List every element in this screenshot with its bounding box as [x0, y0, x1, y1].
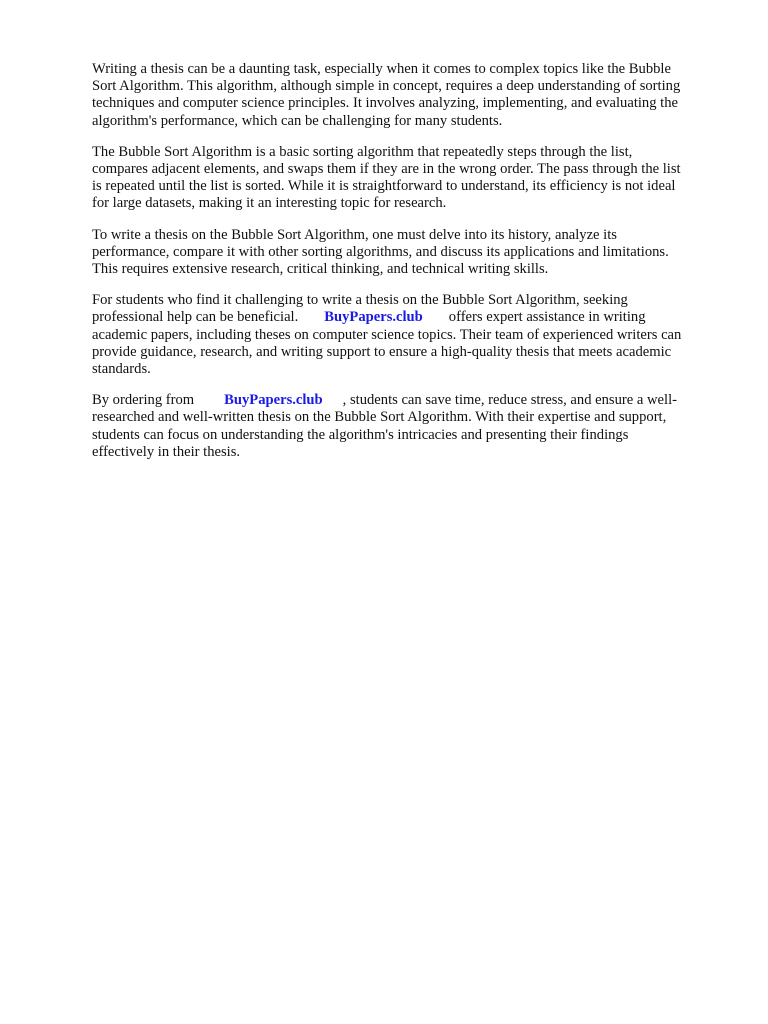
text-segment: By ordering from: [92, 392, 195, 409]
text-line: To write a thesis on the Bubble Sort Algorithm, one must delve into its history, analyze its: [92, 226, 617, 243]
text-line: provide guidance, research, and writing support to ensure a high-quality thesis that meets academic: [92, 343, 672, 360]
buypapers-link[interactable]: BuyPapers.club: [224, 392, 323, 409]
text-segment: professional help can be beneficial.: [92, 309, 299, 326]
text-line: Writing a thesis can be a daunting task, especially when it comes to complex topics like the Bubble: [92, 61, 671, 77]
text-line: standards.: [92, 361, 151, 378]
text-line: performance, compare it with other sorting algorithms, and discuss its applications and limitations.: [92, 243, 669, 260]
buypapers-link[interactable]: BuyPapers.club: [324, 309, 423, 326]
text-line: researched and well-written thesis on the Bubble Sort Algorithm. With their expertise and support,: [92, 409, 667, 426]
text-line: academic papers, including theses on computer science topics. Their team of experienced writers can: [92, 326, 682, 343]
text-line: For students who find it challenging to write a thesis on the Bubble Sort Algorithm, seeking: [92, 292, 628, 309]
paragraph-definition: [92, 144, 722, 213]
text-line: students can focus on understanding the algorithm's intricacies and presenting their findings: [92, 426, 629, 443]
text-line: [92, 309, 722, 326]
text-line: techniques and computer science principles. It involves analyzing, implementing, and evaluating the: [92, 95, 679, 112]
text-line: algorithm's performance, which can be challenging for many students.: [92, 112, 503, 129]
text-line: compares adjacent elements, and swaps them if they are in the wrong order. The pass through the list: [92, 161, 681, 178]
text-line: [92, 392, 722, 409]
text-line: This requires extensive research, critical thinking, and technical writing skills.: [92, 261, 549, 278]
text-segment: , students can save time, reduce stress, and ensure a well-: [342, 392, 677, 409]
text-line: is repeated until the list is sorted. While it is straightforward to understand, its efficiency is not ideal: [92, 178, 676, 195]
paragraph-ordering: [92, 392, 722, 461]
text-segment: offers expert assistance in writing: [448, 309, 646, 326]
text-line: for large datasets, making it an interesting topic for research.: [92, 195, 447, 212]
paragraph-help: [92, 292, 722, 378]
text-line: The Bubble Sort Algorithm is a basic sorting algorithm that repeatedly steps through the list,: [92, 143, 633, 160]
paragraph-intro: [92, 61, 722, 130]
text-line: effectively in their thesis.: [92, 443, 241, 460]
paragraph-approach: [92, 227, 722, 279]
text-line: Sort Algorithm. This algorithm, although simple in concept, requires a deep understanding of sorting: [92, 78, 681, 95]
